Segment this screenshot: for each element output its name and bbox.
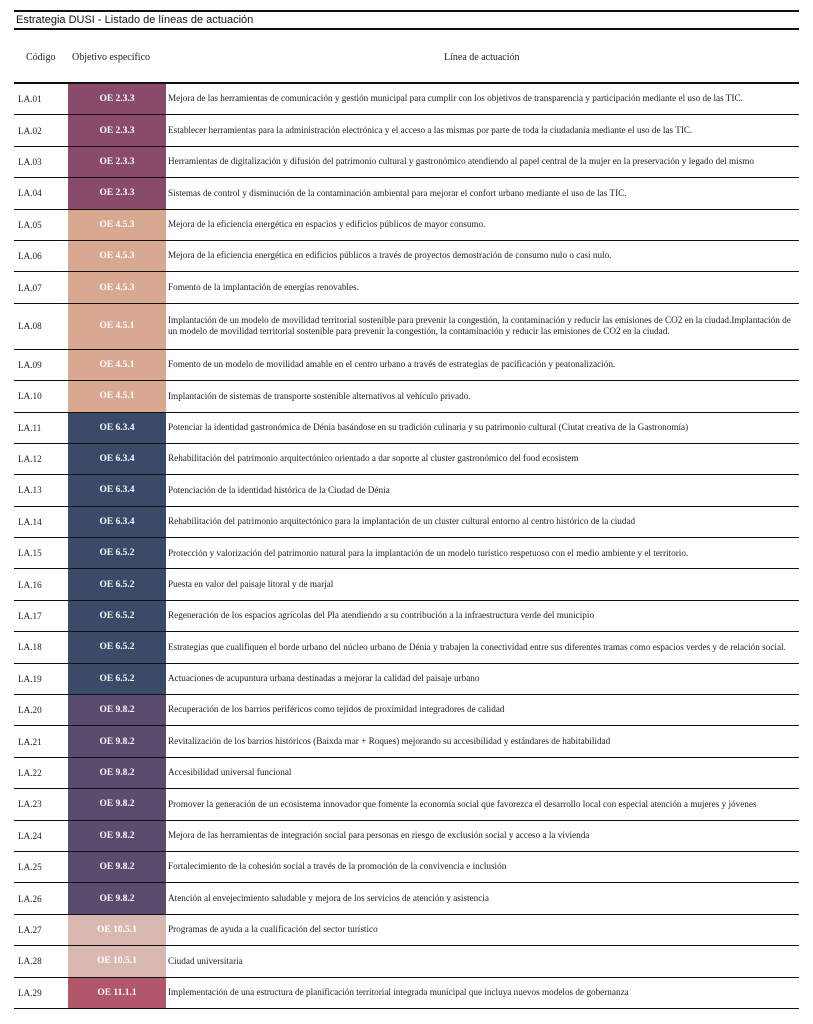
row-objective-badge: OE 6.5.2 xyxy=(68,632,166,662)
row-code: LA.21 xyxy=(18,736,42,747)
table-row xyxy=(14,569,799,600)
row-code: LA.20 xyxy=(18,705,42,716)
row-objective-badge: OE 4.5.3 xyxy=(68,210,166,240)
row-objective-badge: OE 6.5.2 xyxy=(68,538,166,568)
table-row xyxy=(14,507,799,538)
row-objective-badge: OE 9.8.2 xyxy=(68,883,166,913)
row-action-line: Regeneración de los espacios agrícolas del Pla atendiendo a su contribución a la infraestructura verde del municipio xyxy=(168,610,595,621)
row-code: LA.25 xyxy=(18,862,42,873)
row-code: LA.22 xyxy=(18,768,42,778)
row-code: LA.03 xyxy=(18,156,42,167)
row-action-line: Sistemas de control y disminución de la contaminación ambiental para mejorar el confort urbano mediante el uso de las TIC. xyxy=(168,187,627,198)
table-row xyxy=(14,350,799,381)
row-objective-badge: OE 9.8.2 xyxy=(68,821,166,851)
row-action-line: Programas de ayuda a la cualificación del sector turístico xyxy=(168,924,378,935)
row-code: LA.29 xyxy=(18,987,42,998)
row-action-line: Implantación de un modelo de movilidad territorial sostenible para prevenir la congestión, la contaminación y reducir las emisiones de CO2 en la ciudad.Implantación de un modelo de movilidad territorial sostenible para prevenir la congestión, la contaminación y reducir las emisiones de CO2 en la ciudad. xyxy=(168,314,791,337)
row-code: LA.09 xyxy=(18,359,42,370)
row-code: LA.01 xyxy=(18,94,42,105)
table-row xyxy=(14,852,799,883)
row-objective-badge: OE 4.5.1 xyxy=(68,381,166,411)
row-objective-badge: OE 6.5.2 xyxy=(68,569,166,599)
row-code: LA.08 xyxy=(18,321,42,332)
row-objective-badge: OE 9.8.2 xyxy=(68,789,166,819)
row-objective-badge: OE 10.5.1 xyxy=(68,946,166,976)
row-action-line: Revitalización de los barrios históricos (Baixda mar + Roques) mejorando su accesibilidad y estándares de habitabilidad xyxy=(168,735,611,746)
row-objective-badge: OE 4.5.1 xyxy=(68,304,166,349)
table-row xyxy=(14,789,799,820)
row-objective-badge: OE 6.3.4 xyxy=(68,413,166,443)
row-objective-badge: OE 2.3.3 xyxy=(68,178,166,208)
table-row xyxy=(14,726,799,757)
column-headers xyxy=(14,30,799,82)
row-objective-badge: OE 9.8.2 xyxy=(68,758,166,788)
row-action-line: Potenciación de la identidad histórica de la Ciudad de Dénia xyxy=(168,484,390,495)
row-action-line: Accesibilidad universal funcional xyxy=(168,767,292,778)
table-row xyxy=(14,84,799,115)
row-objective-badge: OE 6.5.2 xyxy=(68,664,166,694)
row-code: LA.02 xyxy=(18,125,42,136)
row-action-line: Atención al envejecimiento saludable y mejora de los servicios de atención y asistencia xyxy=(168,892,489,903)
row-objective-badge: OE 9.8.2 xyxy=(68,852,166,882)
table-row xyxy=(14,601,799,632)
table-row xyxy=(14,272,799,303)
row-objective-badge: OE 4.5.3 xyxy=(68,272,166,302)
row-code: LA.23 xyxy=(18,799,42,810)
header-line: Línea de actuación xyxy=(444,52,520,63)
row-code: LA.13 xyxy=(18,485,42,496)
table-row xyxy=(14,695,799,726)
table-row xyxy=(14,210,799,241)
table-row xyxy=(14,475,799,506)
row-action-line: Actuaciones de acupuntura urbana destinadas a mejorar la calidad del paisaje urbano xyxy=(168,673,480,684)
table-row xyxy=(14,978,799,1009)
row-action-line: Rehabilitación del patrimonio arquitectónico orientado a dar soporte al cluster gastronómico del food ecosistem xyxy=(168,453,579,464)
row-action-line: Fomento de un modelo de movilidad amable en el centro urbano a través de estrategias de pacificación y peatonalización. xyxy=(168,359,616,370)
row-objective-badge: OE 6.3.4 xyxy=(68,444,166,474)
row-code: LA.17 xyxy=(18,611,42,622)
row-code: LA.04 xyxy=(18,188,42,199)
document-title: Estrategia DUSI - Listado de líneas de actuación xyxy=(14,10,799,30)
row-action-line: Implantación de sistemas de transporte sostenible alternativos al vehículo privado. xyxy=(168,390,471,401)
table-row xyxy=(14,821,799,852)
row-action-line: Implementación de una estructura de planificación territorial integrada municipal que incluya nuevos modelos de gobernanza xyxy=(168,986,629,997)
row-code: LA.06 xyxy=(18,251,42,262)
table-row xyxy=(14,664,799,695)
table-row xyxy=(14,915,799,946)
row-action-line: Mejora de las herramientas de integración social para personas en riesgo de exclusión social y acceso a la vivienda xyxy=(168,830,590,841)
row-code: LA.12 xyxy=(18,454,42,465)
table-row xyxy=(14,304,799,350)
table-row xyxy=(14,632,799,663)
action-lines-table xyxy=(14,82,799,1009)
table-row xyxy=(14,178,799,209)
row-code: LA.05 xyxy=(18,219,42,230)
row-objective-badge: OE 2.3.3 xyxy=(68,115,166,145)
row-objective-badge: OE 2.3.3 xyxy=(68,147,166,177)
row-action-line: Mejora de las herramientas de comunicación y gestión municipal para cumplir con los objetivos de transparencia y participación mediante el uso de las TIC. xyxy=(168,93,743,104)
row-action-line: Estrategias que cualifiquen el borde urbano del núcleo urbano de Dénia y trabajen la conectividad entre sus diferentes tramas como espacios verdes y de relación social. xyxy=(168,641,786,652)
row-action-line: Herramientas de digitalización y difusión del patrimonio cultural y gastronómico atendiendo al papel central de la mujer en la preservación y legado del mismo xyxy=(168,156,755,167)
row-action-line: Mejora de la eficiencia energética en espacios y edificios públicos de mayor consumo. xyxy=(168,219,486,229)
row-objective-badge: OE 2.3.3 xyxy=(68,84,166,114)
row-action-line: Fortalecimiento de la cohesión social a través de la promoción de la convivencia e inclusión xyxy=(168,861,507,872)
row-action-line: Fomento de la implantación de energías renovables. xyxy=(168,281,359,292)
row-objective-badge: OE 9.8.2 xyxy=(68,695,166,725)
table-row xyxy=(14,758,799,789)
row-code: LA.18 xyxy=(18,642,42,653)
row-objective-badge: OE 6.3.4 xyxy=(68,507,166,537)
table-row xyxy=(14,946,799,977)
row-code: LA.14 xyxy=(18,516,42,527)
table-row xyxy=(14,115,799,146)
row-action-line: Potenciar la identidad gastronómica de Dénia basándose en su tradición culinaria y su patrimonio cultural (Ciutat creativa de la Gastronomía) xyxy=(168,421,689,432)
row-action-line: Puesta en valor del paisaje litoral y de marjal xyxy=(168,578,334,589)
row-action-line: Protección y valorización del patrimonio natural para la implantación de un modelo turístico respetuoso con el medio ambiente y el territorio. xyxy=(168,547,689,558)
row-code: LA.10 xyxy=(18,391,42,402)
row-code: LA.27 xyxy=(18,924,42,935)
table-row xyxy=(14,538,799,569)
row-action-line: Recuperación de los barrios periféricos como tejidos de proximidad integradores de calidad xyxy=(168,704,505,715)
row-objective-badge: OE 6.5.2 xyxy=(68,601,166,631)
row-action-line: Establecer herramientas para la administración electrónica y el acceso a las mismas por parte de toda la ciudadanía mediante el uso de las TIC. xyxy=(168,124,693,135)
table-row xyxy=(14,444,799,475)
row-code: LA.11 xyxy=(18,422,42,433)
row-code: LA.07 xyxy=(18,282,42,293)
header-code: Código xyxy=(26,52,56,63)
table-row xyxy=(14,147,799,178)
row-action-line: Rehabilitación del patrimonio arquitectónico para la implantación de un cluster cultural entorno al centro histórico de la ciudad xyxy=(168,516,636,527)
row-objective-badge: OE 4.5.3 xyxy=(68,241,166,271)
row-objective-badge: OE 10.5.1 xyxy=(68,915,166,945)
table-row xyxy=(14,241,799,272)
table-row xyxy=(14,381,799,412)
row-code: LA.24 xyxy=(18,830,42,841)
row-objective-badge: OE 11.1.1 xyxy=(68,978,166,1008)
row-action-line: Promover la generación de un ecosistema innovador que fomente la economía social que favorezca el desarrollo local con especial atención a mujeres y jóvenes xyxy=(168,798,757,809)
row-code: LA.19 xyxy=(18,673,42,684)
table-row xyxy=(14,883,799,914)
document-page xyxy=(14,10,799,1009)
row-code: LA.16 xyxy=(18,579,42,590)
header-objective: Objetivo específico xyxy=(72,52,151,63)
table-row xyxy=(14,413,799,444)
row-code: LA.28 xyxy=(18,956,42,967)
row-objective-badge: OE 6.3.4 xyxy=(68,475,166,505)
row-objective-badge: OE 4.5.1 xyxy=(68,350,166,380)
row-action-line: Ciudad universitaria xyxy=(168,955,243,966)
row-action-line: Mejora de la eficiencia energética en edificios públicos a través de proyectos demostración de consumo nulo o casi nulo. xyxy=(168,250,612,261)
row-code: LA.15 xyxy=(18,548,42,559)
row-objective-badge: OE 9.8.2 xyxy=(68,726,166,756)
row-code: LA.26 xyxy=(18,893,42,904)
